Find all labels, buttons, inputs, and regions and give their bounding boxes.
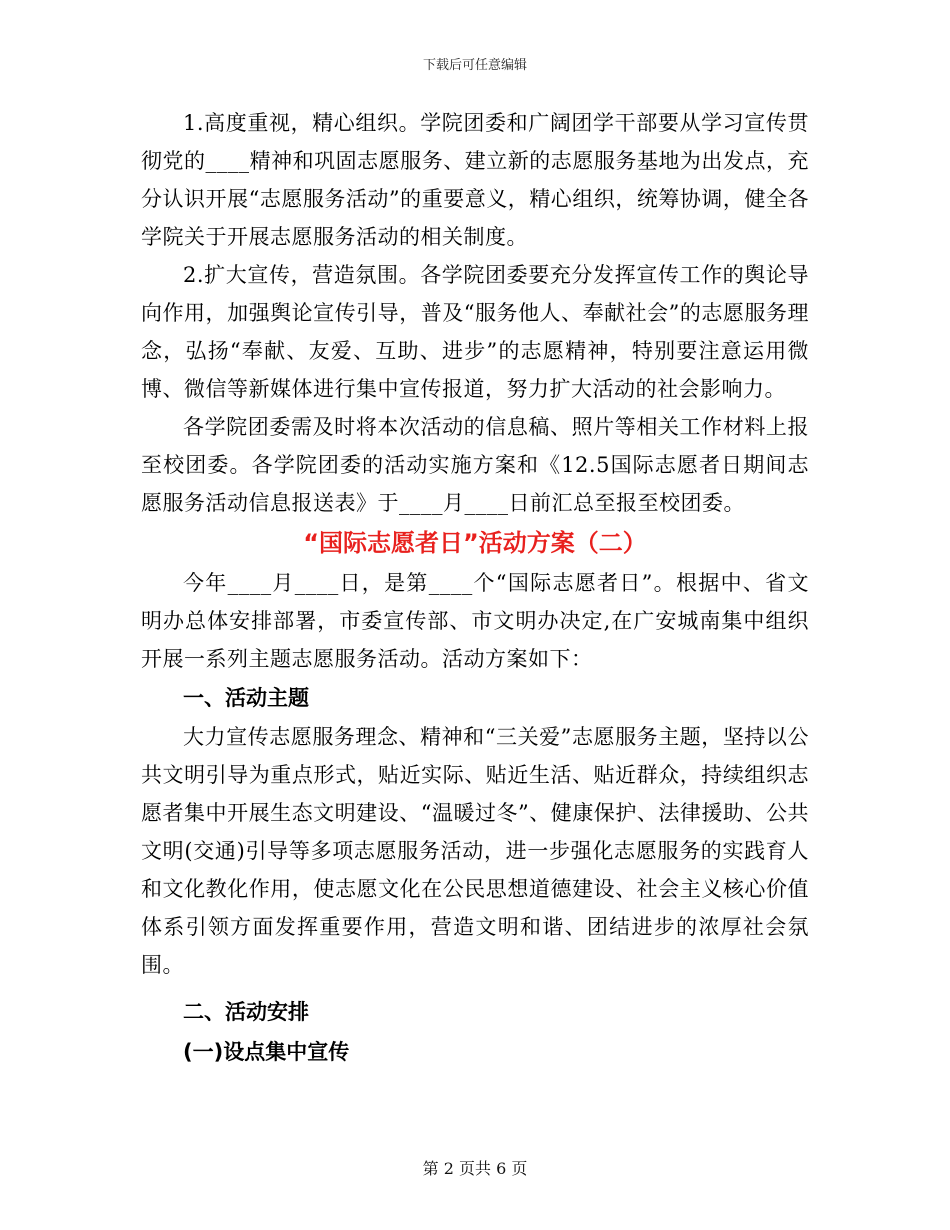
heading-activity-theme: 一、活动主题 [183, 686, 309, 710]
document-body [141, 104, 809, 1072]
heading-activity-arrangement: 二、活动安排 [183, 1000, 309, 1024]
paragraph-high-attention: 1.高度重视，精心组织。学院团委和广阔团学干部要从学习宣传贯彻党的____精神和巩固志愿服务、建立新的志愿服务基地为出发点，充分认识开展“志愿服务活动”的重要意义，精心组织，统筹协调，健全各学院关于开展志愿服务活动的相关制度。 [141, 111, 809, 249]
section-title: “国际志愿者日”活动方案（二） [303, 529, 647, 557]
heading-centralized-publicity: (一)设点集中宣传 [183, 1040, 350, 1064]
page-indicator: 第 2 页共 6 页 [422, 1159, 528, 1178]
paragraph-intro: 今年____月____日，是第____个“国际志愿者日”。根据中、省文明办总体安排部署，市委宣传部、市文明办决定,在广安城南集中组织开展一系列主题志愿服务活动。活动方案如下： [141, 571, 809, 671]
paragraph-expand-publicity: 2.扩大宣传，营造氛围。各学院团委要充分发挥宣传工作的舆论导向作用，加强舆论宣传引导，普及“服务他人、奉献社会”的志愿服务理念，弘扬“奉献、友爱、互助、进步”的志愿精神，特别要注意运用微博、微信等新媒体进行集中宣传报道，努力扩大活动的社会影响力。 [141, 263, 809, 401]
page-header-note: 下载后可任意编辑 [422, 58, 527, 73]
paragraph-report-materials: 各学院团委需及时将本次活动的信息稿、照片等相关工作材料上报至校团委。各学院团委的活动实施方案和《12.5国际志愿者日期间志愿服务活动信息报送表》于____月____日前汇总至报至校团委。 [141, 415, 809, 515]
paragraph-theme-content: 大力宣传志愿服务理念、精神和“三关爱”志愿服务主题，坚持以公共文明引导为重点形式，贴近实际、贴近生活、贴近群众，持续组织志愿者集中开展生态文明建设、“温暖过冬”、健康保护、法律援助、公共文明(交通)引导等多项志愿服务活动，进一步强化志愿服务的实践育人和文化教化作用，使志愿文化在公民思想道德建设、社会主义核心价值体系引领方面发挥重要作用，营造文明和谐、团结进步的浓厚社会氛围。 [141, 725, 809, 977]
